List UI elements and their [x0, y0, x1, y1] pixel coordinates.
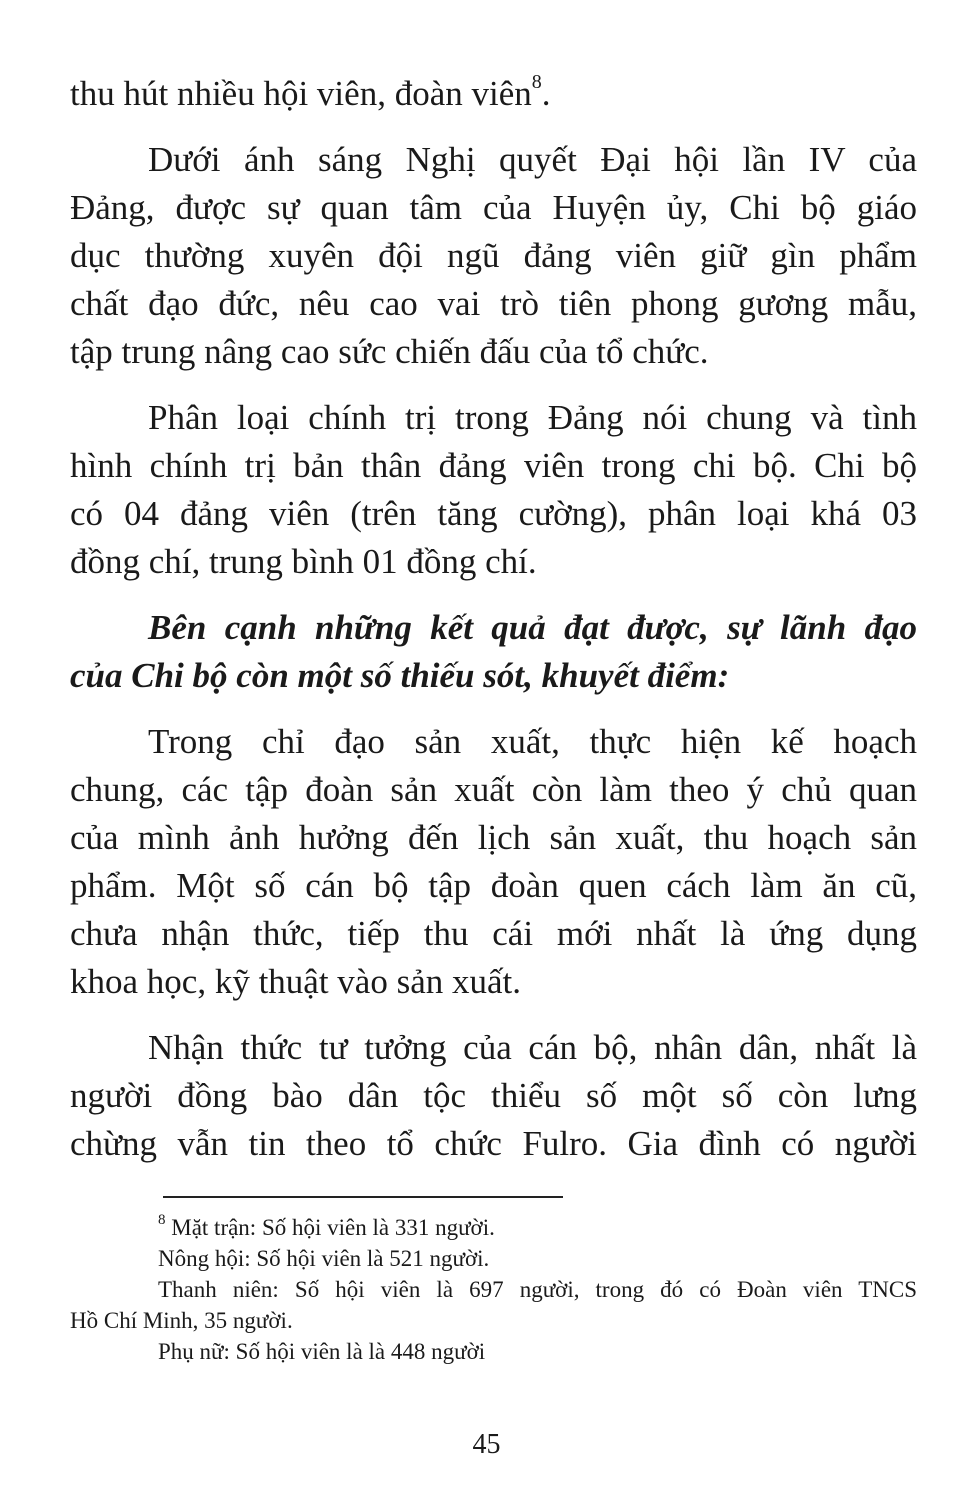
text-line: khoa học, kỹ thuật vào sản xuất. — [70, 962, 522, 1001]
text-span: . — [541, 74, 551, 113]
footnote-line: Nông hội: Số hội viên là 521 người. — [158, 1246, 490, 1271]
text-line: Dưới ánh sáng Nghị quyết Đại hội lần IV của — [148, 140, 917, 179]
text-line: của Chi bộ còn một số thiếu sót, khuyết điểm: — [70, 656, 730, 695]
text-line: chất đạo đức, nêu cao vai trò tiên phong gương mẫu, — [70, 284, 917, 323]
text-line: hình chính trị bản thân đảng viên trong chi bộ. Chi bộ — [70, 446, 917, 485]
text-line: của mình ảnh hưởng đến lịch sản xuất, thu hoạch sản — [70, 818, 917, 857]
text-line: Bên cạnh những kết quả đạt được, sự lãnh đạo — [148, 608, 917, 647]
text-line: Phân loại chính trị trong Đảng nói chung và tình — [148, 398, 917, 437]
paragraph-5 — [70, 1024, 917, 1168]
text-line: chung, các tập đoàn sản xuất còn làm theo ý chủ quan — [70, 770, 917, 809]
footnote-line — [70, 1212, 917, 1243]
paragraph-4 — [70, 718, 917, 1006]
paragraph-1 — [70, 70, 917, 118]
page-body — [70, 70, 917, 1186]
text-line: Nhận thức tư tưởng của cán bộ, nhân dân, nhất là — [148, 1028, 917, 1067]
text-line — [70, 70, 917, 118]
text-line: chừng vẫn tin theo tổ chức Fulro. Gia đình có người — [70, 1124, 917, 1163]
footnote-line: Hồ Chí Minh, 35 người. — [70, 1308, 293, 1333]
footnote-line: Thanh niên: Số hội viên là 697 người, trong đó có Đoàn viên TNCS — [158, 1277, 917, 1302]
paragraph-3 — [70, 394, 917, 586]
text-line: chưa nhận thức, tiếp thu cái mới nhất là ứng dụng — [70, 914, 917, 953]
text-line: Trong chỉ đạo sản xuất, thực hiện kế hoạch — [148, 722, 917, 761]
text-line: dục thường xuyên đội ngũ đảng viên giữ gìn phẩm — [70, 236, 917, 275]
footnotes — [70, 1212, 917, 1367]
footnote-reference: 8 — [531, 71, 542, 94]
text-line: đồng chí, trung bình 01 đồng chí. — [70, 542, 537, 581]
paragraph-2 — [70, 136, 917, 376]
text-line: có 04 đảng viên (trên tăng cường), phân loại khá 03 — [70, 494, 917, 533]
section-heading — [70, 604, 917, 700]
text-line: phẩm. Một số cán bộ tập đoàn quen cách làm ăn cũ, — [70, 866, 917, 905]
page-number: 45 — [472, 1429, 501, 1460]
text-line: người đồng bào dân tộc thiểu số một số còn lưng — [70, 1076, 917, 1115]
footnote-marker: 8 — [158, 1212, 166, 1229]
footnote-text: Mặt trận: Số hội viên là 331 người. — [171, 1215, 495, 1240]
footnote-line: Phụ nữ: Số hội viên là là 448 người — [158, 1339, 486, 1364]
footnote-divider — [163, 1196, 563, 1198]
text-line: tập trung nâng cao sức chiến đấu của tổ chức. — [70, 332, 709, 371]
text-line: Đảng, được sự quan tâm của Huyện ủy, Chi bộ giáo — [70, 188, 917, 227]
text-span: thu hút nhiều hội viên, đoàn viên — [70, 74, 532, 113]
